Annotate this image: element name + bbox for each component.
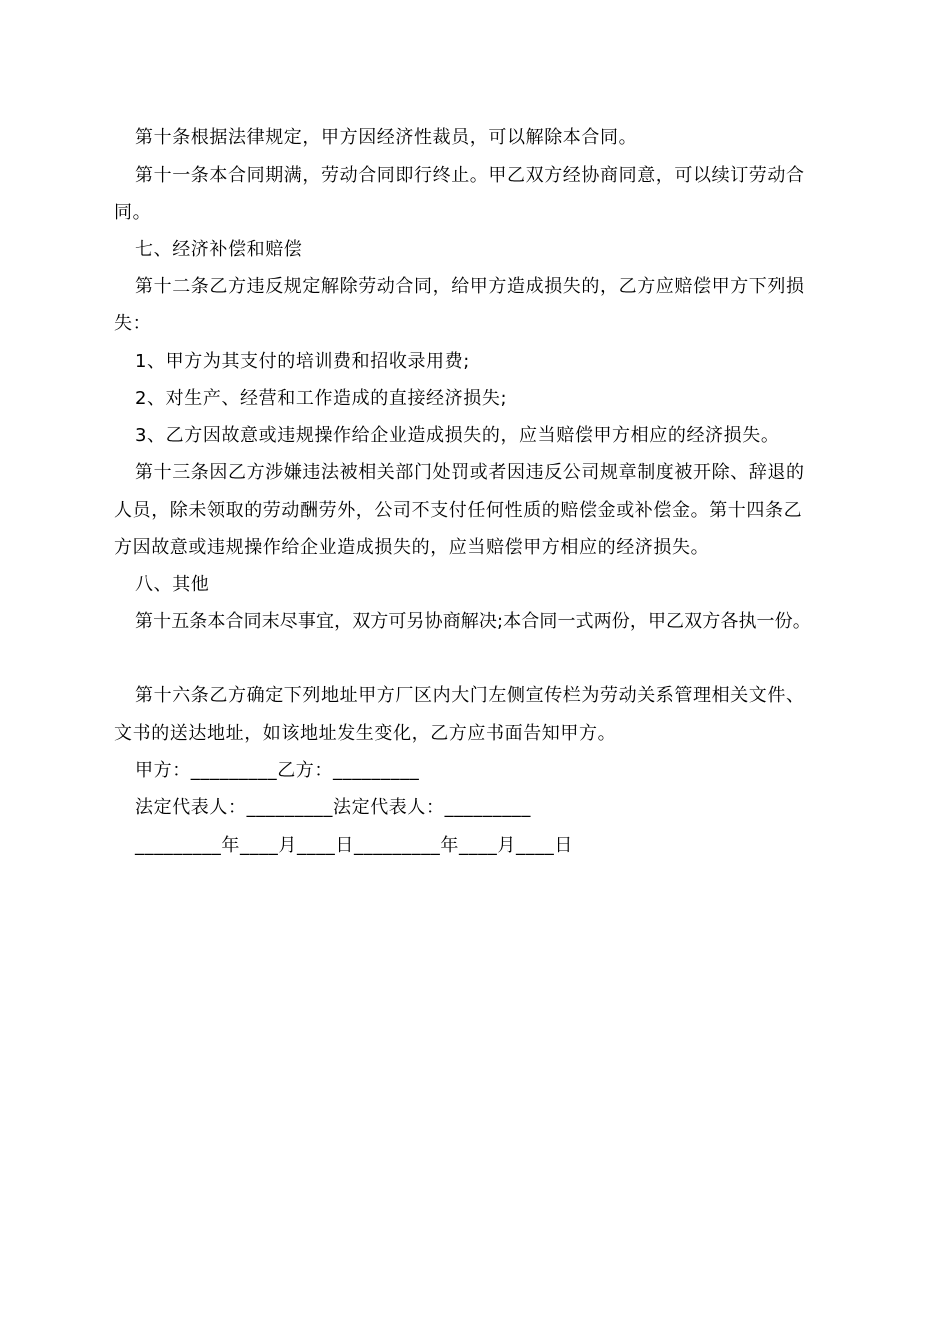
list-item-2: 2、对生产、经营和工作造成的直接经济损失; — [135, 388, 508, 409]
article-12-line-1: 第十二条乙方违反规定解除劳动合同，给甲方造成损失的，乙方应赔偿甲方下列损 — [135, 276, 805, 297]
signature-parties: 甲方：_________乙方：_________ — [135, 760, 420, 781]
list-item-3: 3、乙方因故意或违规操作给企业造成损失的，应当赔偿甲方相应的经济损失。 — [135, 425, 780, 446]
article-12-line-2: 失： — [114, 313, 152, 334]
article-15: 第十五条本合同末尽事宜，双方可另协商解决;本合同一式两份，甲乙双方各执一份。 — [135, 611, 811, 632]
article-11-line-1: 第十一条本合同期满，劳动合同即行终止。甲乙双方经协商同意，可以续订劳动合 — [135, 165, 805, 186]
signature-representatives: 法定代表人：_________法定代表人：_________ — [135, 797, 531, 818]
list-item-1: 1、甲方为其支付的培训费和招收录用费; — [135, 351, 470, 372]
article-14-line: 方因故意或违规操作给企业造成损失的，应当赔偿甲方相应的经济损失。 — [114, 537, 710, 558]
article-13-line-2: 人员，除未领取的劳动酬劳外，公司不支付任何性质的赔偿金或补偿金。第十四条乙 — [114, 500, 803, 521]
section-8-heading: 八、其他 — [135, 574, 210, 595]
article-13-line-1: 第十三条因乙方涉嫌违法被相关部门处罚或者因违反公司规章制度被开除、辞退的 — [135, 462, 805, 483]
section-7-heading: 七、经济补偿和赔偿 — [135, 239, 303, 260]
article-10: 第十条根据法律规定，甲方因经济性裁员，可以解除本合同。 — [135, 127, 638, 148]
article-11-line-2: 同。 — [114, 202, 152, 223]
signature-dates: _________年____月____日_________年____月____日 — [135, 835, 573, 856]
article-16-line-2: 文书的送达地址，如该地址发生变化，乙方应书面告知甲方。 — [114, 723, 617, 744]
article-16-line-1: 第十六条乙方确定下列地址甲方厂区内大门左侧宣传栏为劳动关系管理相关文件、 — [135, 685, 805, 706]
